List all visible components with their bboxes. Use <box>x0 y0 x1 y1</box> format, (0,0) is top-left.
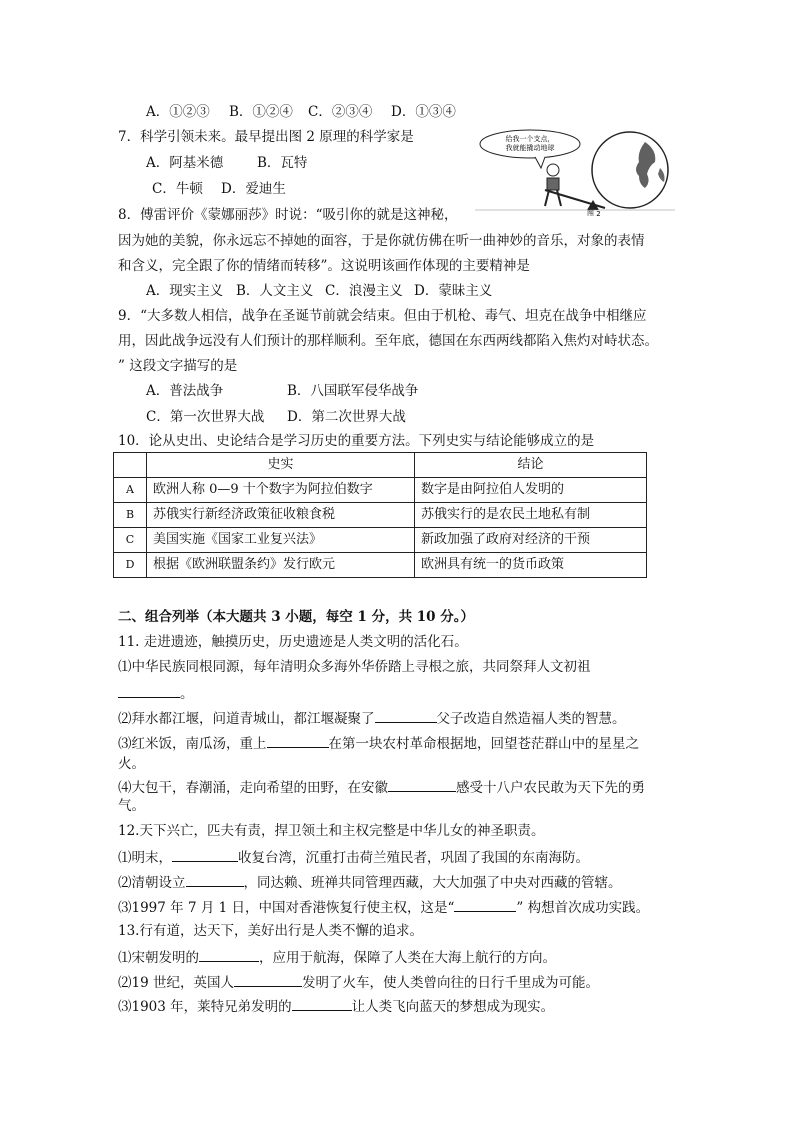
q6-option-c: C．②③④ <box>308 104 373 120</box>
q13-part2-pre: ⑵19 世纪，英国人 <box>118 975 234 991</box>
q11-part2-pre: ⑵拜水都江堰，问道青城山，都江堰凝聚了 <box>118 711 375 727</box>
q11-part4-cont: 气。 <box>118 798 145 814</box>
q10-table <box>113 452 647 578</box>
q10-stem: 10．论从史出、史论结合是学习历史的重要方法。下列史实与结论能够成立的是 <box>118 433 595 449</box>
row-key: A <box>114 478 147 503</box>
row-key: B <box>114 503 147 528</box>
q9-line1: 9．“大多数人相信，战争在圣诞节前就会结束。但由于机枪、毒气、坦克在战争中相继应 <box>118 308 647 324</box>
row-fact: 欧洲人称 0—9 十个数字为阿拉伯数字 <box>147 478 415 503</box>
header-fact: 史实 <box>147 453 415 478</box>
q13-part1 <box>118 947 556 967</box>
header-key <box>114 453 147 478</box>
answer-blank[interactable] <box>388 777 456 792</box>
answer-blank[interactable] <box>454 897 516 912</box>
q12-stem: 12.天下兴亡，匹夫有责，捍卫领土和主权完整是中华儿女的神圣职责。 <box>118 823 545 839</box>
q12-part1-pre: ⑴明末， <box>118 850 172 866</box>
q9-option-c: C．第一次世界大战 <box>146 409 265 425</box>
q13-part2-post: 发明了火车，使人类曾向往的日行千里成为可能。 <box>301 975 599 991</box>
q12-part3-pre: ⑶1997 年 7 月 1 日，中国对香港恢复行使主权，这是“ <box>118 900 455 916</box>
q9-option-d: D．第二次世界大战 <box>287 409 406 425</box>
q6-option-b: B．①②④ <box>229 104 293 120</box>
table-row <box>114 553 647 578</box>
q9-line3: ” 这段文字描写的是 <box>118 358 238 374</box>
q8-line1: 8．傅雷评价《蒙娜丽莎》时说：“吸引你的就是这神秘， <box>118 207 458 223</box>
q11-part1-line2 <box>118 683 194 703</box>
row-key: C <box>114 528 147 553</box>
globe-icon <box>592 132 668 208</box>
person-head <box>547 164 559 176</box>
q11-part3-pre: ⑶红米饭，南瓜汤，重上 <box>118 736 267 752</box>
row-conclusion: 新政加强了政府对经济的干预 <box>415 528 647 553</box>
q8-option-a: A．现实主义 <box>146 283 224 299</box>
row-fact: 苏俄实行新经济政策征收粮食税 <box>147 503 415 528</box>
q7-option-b: B．瓦特 <box>257 155 308 171</box>
q11-part4-pre: ⑷大包干，春潮涌，走向希望的田野，在安徽 <box>118 780 388 796</box>
q11-stem: 11. 走进遗迹，触摸历史，历史遗迹是人类文明的活化石。 <box>118 634 468 650</box>
q12-part3-post: ” 构想首次成功实践。 <box>516 900 650 916</box>
q13-part3-pre: ⑶1903 年，莱特兄弟发明的 <box>118 999 292 1015</box>
q11-part2-post: 父子改造自然造福人类的智慧。 <box>436 711 626 727</box>
row-fact: 根据《欧洲联盟条约》发行欧元 <box>147 553 415 578</box>
section-2-heading: 二、组合列举（本大题共 3 小题，每空 1 分，共 10 分。） <box>118 609 475 625</box>
q11-part4 <box>118 777 645 797</box>
q11-part3 <box>118 733 639 753</box>
q7-option-a: A．阿基米德 <box>146 155 224 171</box>
q12-part3 <box>118 897 649 917</box>
q9-option-a: A．普法战争 <box>146 383 224 399</box>
q11-part2 <box>118 708 626 728</box>
row-key: D <box>114 553 147 578</box>
q11-part3-cont: 火。 <box>118 756 145 772</box>
answer-blank[interactable] <box>234 972 302 987</box>
q13-part3-post: 让人类飞向蓝天的梦想成为现实。 <box>351 999 555 1015</box>
q8-line3: 和含义，完全跟了你的情绪而转移”。这说明该画作体现的主要精神是 <box>118 258 530 274</box>
q7-stem: 7．科学引领未来。最早提出图 2 原理的科学家是 <box>118 129 414 145</box>
q8-line2: 因为她的美貌，你永远忘不掉她的面容，于是你就仿佛在听一曲神妙的音乐，对象的表情 <box>118 233 645 249</box>
table-row <box>114 478 647 503</box>
q12-part2-pre: ⑵清朝设立 <box>118 875 186 891</box>
q12-part2-post: ，同达赖、班禅共同管理西藏，大大加强了中央对西藏的管辖。 <box>243 875 622 891</box>
row-conclusion: 苏俄实行的是农民土地私有制 <box>415 503 647 528</box>
q6-option-d: D．①③④ <box>391 104 456 120</box>
q13-stem: 13.行有道，达天下，美好出行是人类不懈的追求。 <box>118 923 423 939</box>
answer-blank[interactable] <box>199 947 259 962</box>
table-header-row <box>114 453 647 478</box>
figure-caption: 图 2 <box>587 210 601 216</box>
answer-blank[interactable] <box>375 708 437 723</box>
q6-option-a: A．①②③ <box>146 104 210 120</box>
table-row <box>114 503 647 528</box>
q8-option-b: B．人文主义 <box>236 283 314 299</box>
q11-part1-end: 。 <box>180 686 194 702</box>
q11-part1-line1: ⑴中华民族同根同源，每年清明众多海外华侨踏上寻根之旅，共同祭拜人文初祖 <box>118 659 591 675</box>
bubble-line1: 给我一个支点， <box>505 135 555 143</box>
q11-part3-post: 在第一块农村革命根据地，回望苍茫群山中的星星之 <box>328 736 639 752</box>
q9-option-b: B．八国联军侵华战争 <box>287 383 419 399</box>
answer-blank[interactable] <box>292 996 352 1011</box>
q7-option-d: D．爱迪生 <box>221 181 286 197</box>
figure-2-lever-illustration <box>475 128 675 216</box>
row-conclusion: 数字是由阿拉伯人发明的 <box>415 478 647 503</box>
q12-part1-post: 收复台湾，沉重打击荷兰殖民者，巩固了我国的东南海防。 <box>238 850 589 866</box>
answer-blank[interactable] <box>172 847 238 862</box>
answer-blank[interactable] <box>267 733 329 748</box>
q9-line2: 用，因此战争远没有人们预计的那样顺利。至年底，德国在东西两线都陷入焦灼对峙状态。 <box>118 333 658 349</box>
q13-part2 <box>118 972 599 992</box>
answer-blank[interactable] <box>186 872 244 887</box>
q8-option-d: D．蒙昧主义 <box>414 283 493 299</box>
q8-option-c: C．浪漫主义 <box>325 283 403 299</box>
q13-part1-pre: ⑴宋朝发明的 <box>118 950 199 966</box>
lever-globe-drawing <box>475 128 675 216</box>
bubble-line2: 我就能撬动地球 <box>505 144 555 152</box>
header-conclusion: 结论 <box>415 453 647 478</box>
q11-part4-post: 感受十八户农民敢为天下先的勇 <box>456 780 645 796</box>
q12-part1 <box>118 847 589 867</box>
q7-option-c: C．牛顿 <box>152 181 203 197</box>
q12-part2 <box>118 872 622 892</box>
q13-part3 <box>118 996 554 1016</box>
row-fact: 美国实施《国家工业复兴法》 <box>147 528 415 553</box>
row-conclusion: 欧洲具有统一的货币政策 <box>415 553 647 578</box>
table-row <box>114 528 647 553</box>
answer-blank[interactable] <box>118 683 180 698</box>
q13-part1-post: ，应用于航海，保障了人类在大海上航行的方向。 <box>259 950 556 966</box>
